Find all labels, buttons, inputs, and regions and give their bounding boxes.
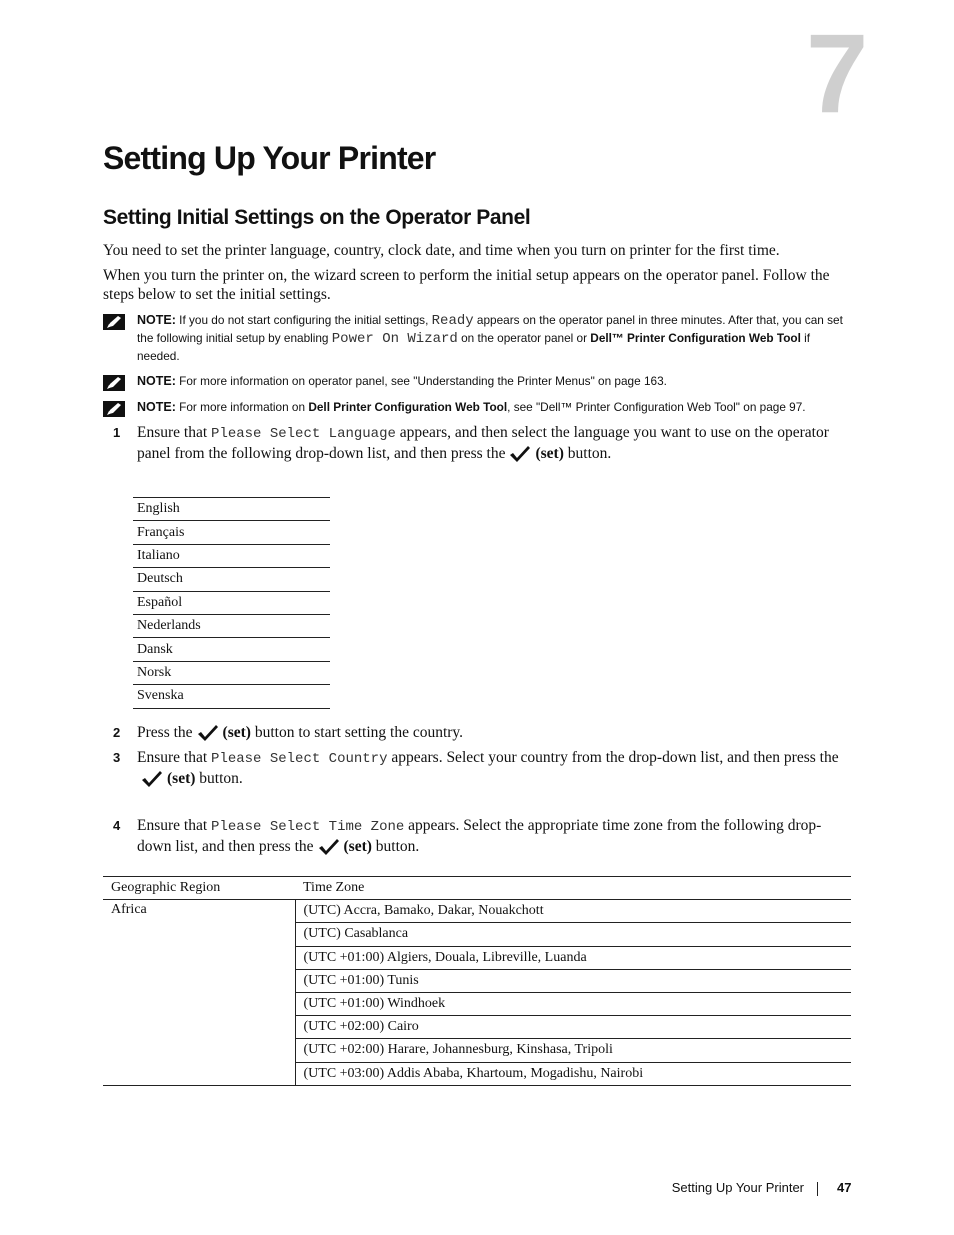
timezone-cell: (UTC) Accra, Bamako, Dakar, Nouakchott (295, 900, 851, 923)
note-3 (103, 399, 853, 416)
step-text: button. (195, 770, 243, 787)
table-row (133, 498, 330, 521)
column-header: Time Zone (295, 877, 851, 900)
pencil-note-icon (103, 401, 125, 417)
language-cell: Deutsch (133, 568, 330, 591)
step-number: 1 (113, 425, 121, 440)
pencil-note-icon (103, 314, 125, 330)
table-row (133, 614, 330, 637)
code-power-on-wizard: Power On Wizard (331, 331, 458, 347)
step-number: 3 (113, 750, 121, 765)
step-2 (103, 723, 853, 742)
step-text: button. (371, 838, 420, 855)
note-label: NOTE: (137, 374, 176, 388)
set-button-label: (set) (222, 724, 251, 741)
step-text: appears, and then select the language you want to use on the operator panel from the following drop-down list, and then press the (137, 424, 829, 462)
note-text: If you do not start configuring the initial settings, (175, 313, 432, 327)
table-row (133, 638, 330, 661)
language-cell: English (133, 498, 330, 521)
step-1 (103, 423, 853, 463)
web-tool-name: Dell™ Printer Configuration Web Tool (590, 331, 801, 345)
code-ready: Ready (431, 313, 474, 329)
step-text: Press the (137, 724, 193, 741)
column-header: Geographic Region (103, 877, 295, 900)
note-text: if needed. (137, 331, 811, 363)
timezone-cell: (UTC +01:00) Windhoek (295, 992, 851, 1015)
timezone-cell: (UTC +02:00) Harare, Johannesburg, Kinshasa, Tripoli (295, 1039, 851, 1062)
table-row (133, 568, 330, 591)
web-tool-name: Dell Printer Configuration Web Tool (308, 400, 508, 414)
language-cell: Español (133, 591, 330, 614)
step-text: button to start setting the country. (250, 724, 464, 741)
step-text: button. (563, 445, 612, 462)
step-text: appears. Select the appropriate time zone from the following drop-down list, and then press the (137, 817, 822, 855)
checkmark-set-icon (509, 445, 531, 463)
footer-divider (817, 1182, 818, 1196)
language-cell: Svenska (133, 685, 330, 708)
step-text: appears. Select your country from the drop-down list, and then press the (387, 749, 839, 766)
note-text: , see "Dell™ Printer Configuration Web Tool" on page 97. (507, 400, 806, 414)
timezone-cell: (UTC +03:00) Addis Ababa, Khartoum, Mogadishu, Nairobi (295, 1062, 851, 1085)
timezone-cell: (UTC) Casablanca (295, 923, 851, 946)
timezone-cell: (UTC +01:00) Tunis (295, 969, 851, 992)
table-row (133, 685, 330, 708)
table-row (103, 900, 851, 923)
page-number: 47 (837, 1180, 852, 1195)
timezone-cell: (UTC +02:00) Cairo (295, 1016, 851, 1039)
step-text: Ensure that (137, 424, 212, 441)
table-row (133, 591, 330, 614)
footer-title: Setting Up Your Printer (671, 1180, 804, 1195)
intro-paragraph-2: When you turn the printer on, the wizard screen to perform the initial setup appears on the operator panel. Follow the steps below to set the initial settings. (103, 267, 830, 303)
step-3 (103, 748, 853, 788)
language-table (133, 497, 330, 709)
note-text: For more information on operator panel, see "Understanding the Printer Menus" on page 163. (175, 374, 667, 388)
step-number: 4 (113, 818, 121, 833)
chapter-number: 7 (806, 11, 869, 136)
intro-paragraph-1: You need to set the printer language, country, clock date, and time when you turn on printer for the first time. (103, 242, 780, 259)
note-text: on the operator panel or (457, 331, 591, 345)
language-cell: Norsk (133, 661, 330, 684)
note-text: For more information on (175, 400, 309, 414)
table-row (133, 521, 330, 544)
code-please-select-language: Please Select Language (211, 426, 396, 442)
set-button-label: (set) (535, 445, 564, 462)
language-cell: Français (133, 521, 330, 544)
region-cell: Africa (111, 902, 147, 918)
step-text: Ensure that (137, 817, 212, 834)
pencil-note-icon (103, 375, 125, 391)
timezone-table (103, 876, 851, 1086)
note-text: appears on the operator panel in three minutes. After that, you can set the following initial setup by enabling (137, 313, 843, 345)
note-label: NOTE: (137, 313, 176, 327)
code-please-select-country: Please Select Country (211, 751, 388, 767)
note-2 (103, 373, 853, 390)
step-text: Ensure that (137, 749, 212, 766)
chapter-title: Setting Up Your Printer (103, 140, 436, 176)
timezone-cell: (UTC +01:00) Algiers, Douala, Libreville, Luanda (295, 946, 851, 969)
set-button-label: (set) (167, 770, 196, 787)
note-label: NOTE: (137, 400, 176, 414)
section-title: Setting Initial Settings on the Operator Panel (103, 206, 531, 229)
table-header-row (103, 877, 851, 900)
code-please-select-time-zone: Please Select Time Zone (211, 819, 405, 835)
language-cell: Italiano (133, 544, 330, 567)
language-cell: Dansk (133, 638, 330, 661)
step-4 (103, 816, 853, 856)
set-button-label: (set) (343, 838, 372, 855)
table-row (133, 544, 330, 567)
language-cell: Nederlands (133, 614, 330, 637)
checkmark-set-icon (318, 838, 340, 856)
checkmark-set-icon (197, 724, 219, 742)
table-row (133, 661, 330, 684)
step-number: 2 (113, 725, 121, 740)
note-1 (103, 312, 853, 365)
checkmark-set-icon (141, 770, 163, 788)
